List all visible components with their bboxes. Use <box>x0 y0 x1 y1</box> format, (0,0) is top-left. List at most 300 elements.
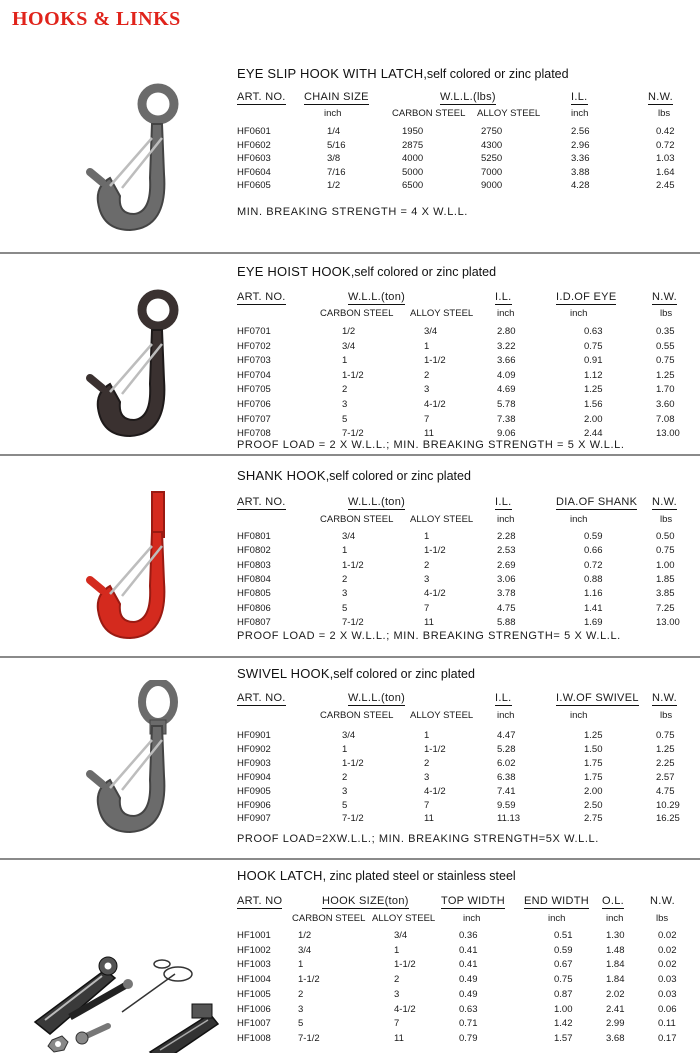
footnote-text: PROOF LOAD = 2 X W.L.L.; MIN. BREAKING STRENGTH= 5 X W.L.L. <box>237 630 621 642</box>
table-cell: HF0704 <box>237 369 271 381</box>
table-cell: 9.06 <box>497 428 516 440</box>
column-subheader: ALLOY STEEL <box>372 913 436 924</box>
table-cell: 0.75 <box>554 974 573 986</box>
table-cell: 3 <box>424 384 430 396</box>
table-cell: HF0707 <box>237 413 271 425</box>
table-row <box>0 772 700 786</box>
column-header: ART. NO. <box>237 91 286 103</box>
column-subheader: CARBON STEEL <box>320 710 394 721</box>
table-cell: 5250 <box>481 153 503 164</box>
column-header: N.W. <box>652 496 678 508</box>
table-cell: 4000 <box>402 153 424 164</box>
table-cell: 1.25 <box>656 743 675 755</box>
product-section <box>0 862 700 1053</box>
table-cell: 4-1/2 <box>394 1003 416 1015</box>
table-cell: HF1008 <box>237 1032 271 1044</box>
column-subheader: ALLOY STEEL <box>477 108 541 119</box>
table-cell: 2875 <box>402 139 424 151</box>
table-cell: 1-1/2 <box>424 355 446 367</box>
table-cell: 1 <box>342 743 348 755</box>
table-cell: 1.57 <box>554 1032 573 1044</box>
table-cell: 1-1/2 <box>394 959 416 971</box>
table-cell: 1.41 <box>584 602 603 614</box>
table-cell: HF0603 <box>237 153 271 164</box>
table-cell: 3.68 <box>606 1032 625 1044</box>
column-subheader: lbs <box>658 108 671 119</box>
table-cell: 6500 <box>402 180 424 191</box>
section-divider <box>0 252 700 254</box>
table-cell: 2.57 <box>656 771 675 783</box>
table-cell: 5.88 <box>497 616 516 628</box>
table-cell: 0.59 <box>554 944 573 956</box>
column-header: CHAIN SIZE <box>304 91 369 103</box>
table-cell: 1.30 <box>606 930 625 941</box>
column-header: O.L. <box>602 895 624 907</box>
table-cell: 1.16 <box>584 588 603 600</box>
table-cell: 9000 <box>481 180 503 191</box>
table-cell: 1.84 <box>606 974 625 986</box>
table-row <box>0 370 700 385</box>
product-section <box>0 458 700 658</box>
table-cell: 5000 <box>402 166 424 178</box>
column-header: I.L. <box>495 496 512 508</box>
table-cell: HF0904 <box>237 771 271 783</box>
table-row <box>0 603 700 617</box>
table-cell: 4.28 <box>571 180 590 191</box>
table-cell: 2.53 <box>497 545 516 557</box>
table-cell: HF0907 <box>237 813 271 825</box>
section-name: SHANK HOOK <box>237 468 326 483</box>
table-cell: 1.12 <box>584 369 603 381</box>
table-cell: 0.75 <box>584 340 603 352</box>
table-cell: 2.56 <box>571 126 590 137</box>
section-subtitle: ,self colored or zinc plated <box>423 67 569 81</box>
section-name: SWIVEL HOOK <box>237 666 330 681</box>
table-cell: HF0805 <box>237 588 271 600</box>
table-cell: 16.25 <box>656 813 680 825</box>
table-cell: 1-1/2 <box>342 757 364 769</box>
table-cell: 1/2 <box>327 180 341 191</box>
table-cell: 7.38 <box>497 413 516 425</box>
table-cell: 0.35 <box>656 326 675 337</box>
column-subheader: lbs <box>656 913 669 924</box>
table-cell: 3/8 <box>327 153 341 164</box>
table-cell: HF0906 <box>237 799 271 811</box>
column-header: N.W. <box>648 91 674 103</box>
table-cell: 3.36 <box>571 153 590 164</box>
table-row <box>0 1004 700 1019</box>
column-header: W.L.L.(ton) <box>348 496 406 508</box>
footnote-text: PROOF LOAD=2XW.L.L.; MIN. BREAKING STRENGTH=5X W.L.L. <box>237 833 599 845</box>
column-subheader: inch <box>548 913 566 924</box>
table-cell: 1950 <box>402 126 424 137</box>
table-cell: 3 <box>342 588 348 600</box>
footnote-text: PROOF LOAD = 2 X W.L.L.; MIN. BREAKING STRENGTH = 5 X W.L.L. <box>237 439 625 451</box>
table-cell: 3.22 <box>497 340 516 352</box>
table-cell: 1.56 <box>584 399 603 410</box>
table-row <box>0 167 700 181</box>
table-cell: 3 <box>342 399 348 410</box>
table-cell: 2.80 <box>497 326 516 337</box>
table-cell: 2.45 <box>656 180 675 191</box>
column-header: HOOK SIZE(ton) <box>322 895 409 907</box>
column-subheader: lbs <box>660 514 673 525</box>
table-cell: 2.00 <box>584 413 603 425</box>
table-cell: 1.25 <box>656 369 675 381</box>
table-cell: 0.02 <box>658 959 677 971</box>
column-subheader: CARBON STEEL <box>292 913 366 924</box>
table-cell: 7000 <box>481 166 503 178</box>
table-cell: 11 <box>424 813 434 825</box>
table-cell: 2.41 <box>606 1003 625 1015</box>
header-rule <box>237 121 683 122</box>
table-cell: 1.75 <box>584 757 603 769</box>
table-cell: 4-1/2 <box>424 399 446 410</box>
table-cell: HF0902 <box>237 743 271 755</box>
table-cell: HF0605 <box>237 180 271 191</box>
table-cell: 7-1/2 <box>342 428 364 440</box>
table-cell: 1 <box>424 340 430 352</box>
table-cell: 7-1/2 <box>298 1032 320 1044</box>
table-cell: 2 <box>424 369 430 381</box>
table-row <box>0 758 700 772</box>
table-cell: 5.28 <box>497 743 516 755</box>
table-cell: 0.72 <box>584 559 603 571</box>
table-row <box>0 560 700 574</box>
table-cell: HF0802 <box>237 545 271 557</box>
table-row <box>0 531 700 545</box>
table-cell: 4-1/2 <box>424 785 446 797</box>
table-cell: 7.41 <box>497 785 516 797</box>
column-header: ART. NO. <box>237 291 286 303</box>
column-header: I.D.OF EYE <box>556 291 617 303</box>
table-cell: 3.06 <box>497 573 516 585</box>
table-cell: 10.29 <box>656 799 680 811</box>
table-cell: HF0601 <box>237 126 271 137</box>
table-cell: 1-1/2 <box>342 559 364 571</box>
product-section <box>0 58 700 254</box>
footnote-text: MIN. BREAKING STRENGTH = 4 X W.L.L. <box>237 206 468 218</box>
table-cell: HF0701 <box>237 326 271 337</box>
table-row <box>0 341 700 356</box>
table-cell: 13.00 <box>656 428 680 440</box>
table-cell: 2.69 <box>497 559 516 571</box>
column-subheader: inch <box>571 108 589 119</box>
table-cell: 4.75 <box>656 785 675 797</box>
table-cell: HF1002 <box>237 944 271 956</box>
table-cell: 0.75 <box>656 545 675 557</box>
table-cell: 0.06 <box>658 1003 677 1015</box>
table-cell: 2 <box>342 771 348 783</box>
column-subheader: ALLOY STEEL <box>410 514 474 525</box>
table-cell: 5.78 <box>497 399 516 410</box>
table-cell: 3.66 <box>497 355 516 367</box>
table-cell: 0.17 <box>658 1032 677 1044</box>
table-cell: 0.91 <box>584 355 603 367</box>
column-header: N.W. <box>652 692 678 704</box>
table-cell: HF0806 <box>237 602 271 614</box>
column-header: ART. NO. <box>237 692 286 704</box>
table-cell: 0.63 <box>459 1003 478 1015</box>
column-subheader: lbs <box>660 308 673 319</box>
table-cell: 0.42 <box>656 126 675 137</box>
table-cell: 1-1/2 <box>424 743 446 755</box>
table-cell: 1 <box>424 730 430 741</box>
table-row <box>0 959 700 974</box>
column-header: END WIDTH <box>524 895 590 907</box>
table-cell: 1/4 <box>327 126 341 137</box>
table-cell: 7.08 <box>656 413 675 425</box>
table-row <box>0 140 700 154</box>
column-header: N.W. <box>650 895 676 907</box>
section-title <box>237 666 475 681</box>
table-cell: HF0901 <box>237 730 271 741</box>
table-cell: 1.75 <box>584 771 603 783</box>
table-cell: HF0708 <box>237 428 271 440</box>
section-title <box>237 868 516 883</box>
column-subheader: ALLOY STEEL <box>410 308 474 319</box>
table-cell: 11 <box>394 1032 404 1044</box>
table-row <box>0 786 700 800</box>
section-name: HOOK LATCH <box>237 868 323 883</box>
table-cell: 3/4 <box>394 930 408 941</box>
column-subheader: CARBON STEEL <box>392 108 466 119</box>
column-subheader: inch <box>497 710 515 721</box>
table-cell: 7.25 <box>656 602 675 614</box>
table-cell: 2.44 <box>584 428 603 440</box>
table-cell: 0.02 <box>658 930 677 941</box>
table-cell: 11.13 <box>497 813 521 825</box>
table-cell: 6.38 <box>497 771 516 783</box>
table-cell: HF0705 <box>237 384 271 396</box>
table-cell: 0.41 <box>459 959 478 971</box>
table-cell: 5 <box>342 413 348 425</box>
table-cell: 2.99 <box>606 1018 625 1030</box>
table-cell: HF1006 <box>237 1003 271 1015</box>
table-cell: HF0604 <box>237 166 271 178</box>
table-row <box>0 180 700 194</box>
table-cell: 1.00 <box>656 559 675 571</box>
table-row <box>0 126 700 140</box>
table-cell: 1.85 <box>656 573 675 585</box>
product-section <box>0 256 700 456</box>
column-subheader: CARBON STEEL <box>320 514 394 525</box>
table-cell: HF0807 <box>237 616 271 628</box>
table-cell: 3.85 <box>656 588 675 600</box>
table-cell: 2 <box>342 384 348 396</box>
table-cell: 4.09 <box>497 369 516 381</box>
table-cell: 2 <box>424 559 430 571</box>
column-header: W.L.L.(lbs) <box>440 91 496 103</box>
table-cell: 3 <box>298 1003 304 1015</box>
table-cell: 4300 <box>481 139 503 151</box>
table-cell: 5/16 <box>327 139 346 151</box>
table-cell: 5 <box>298 1018 304 1030</box>
table-row <box>0 945 700 960</box>
column-header: DIA.OF SHANK <box>556 496 638 508</box>
table-cell: 5 <box>342 602 348 614</box>
table-cell: 2.25 <box>656 757 675 769</box>
table-cell: HF1001 <box>237 930 271 941</box>
table-cell: 1-1/2 <box>342 369 364 381</box>
table-cell: 1 <box>394 944 400 956</box>
table-cell: 7-1/2 <box>342 616 364 628</box>
table-cell: 0.79 <box>459 1032 478 1044</box>
table-row <box>0 1033 700 1048</box>
table-cell: 2 <box>342 573 348 585</box>
table-cell: 3.60 <box>656 399 675 410</box>
table-cell: 4.69 <box>497 384 516 396</box>
column-subheader: inch <box>324 108 342 119</box>
table-cell: 1.03 <box>656 153 675 164</box>
table-cell: 1 <box>342 355 348 367</box>
section-subtitle: , zinc plated steel or stainless steel <box>322 869 516 883</box>
table-cell: 3.88 <box>571 166 590 178</box>
table-cell: 1 <box>424 531 430 542</box>
table-cell: 11 <box>424 428 434 440</box>
table-cell: 7 <box>424 799 430 811</box>
table-cell: 0.55 <box>656 340 675 352</box>
table-cell: 2.28 <box>497 531 516 542</box>
table-cell: 1 <box>298 959 304 971</box>
table-row <box>0 730 700 744</box>
table-cell: HF0702 <box>237 340 271 352</box>
table-cell: 1.70 <box>656 384 675 396</box>
table-cell: HF1004 <box>237 974 271 986</box>
column-header: N.W. <box>652 291 678 303</box>
page-title: HOOKS & LINKS <box>12 8 181 30</box>
table-cell: 0.41 <box>459 944 478 956</box>
product-section <box>0 660 700 860</box>
column-header: ART. NO <box>237 895 283 907</box>
section-name: EYE HOIST HOOK <box>237 264 351 279</box>
section-title <box>237 66 569 81</box>
table-cell: 1/2 <box>342 326 356 337</box>
table-cell: 0.59 <box>584 531 603 542</box>
table-cell: HF0804 <box>237 573 271 585</box>
table-cell: HF1007 <box>237 1018 271 1030</box>
table-cell: 1.69 <box>584 616 603 628</box>
table-cell: 3.78 <box>497 588 516 600</box>
table-row <box>0 1018 700 1033</box>
column-subheader: inch <box>497 514 515 525</box>
table-cell: 7-1/2 <box>342 813 364 825</box>
table-cell: 0.63 <box>584 326 603 337</box>
table-row <box>0 800 700 814</box>
section-name: EYE SLIP HOOK WITH LATCH <box>237 66 424 81</box>
table-cell: 7 <box>394 1018 400 1030</box>
table-cell: 7 <box>424 602 430 614</box>
table-cell: 2750 <box>481 126 503 137</box>
table-cell: 1.25 <box>584 384 603 396</box>
table-cell: 1.42 <box>554 1018 573 1030</box>
table-cell: 1-1/2 <box>424 545 446 557</box>
table-cell: 5 <box>342 799 348 811</box>
table-cell: HF0706 <box>237 399 271 410</box>
table-cell: 1.00 <box>554 1003 573 1015</box>
table-cell: 2 <box>424 757 430 769</box>
column-header: I.W.OF SWIVEL <box>556 692 639 704</box>
table-cell: 2.75 <box>584 813 603 825</box>
table-cell: 3/4 <box>342 340 356 352</box>
table-cell: 0.87 <box>554 988 573 1000</box>
section-divider <box>0 454 700 456</box>
column-subheader: lbs <box>660 710 673 721</box>
table-cell: 0.75 <box>656 355 675 367</box>
table-cell: 1.48 <box>606 944 625 956</box>
table-cell: 2 <box>298 988 304 1000</box>
table-cell: 1-1/2 <box>298 974 320 986</box>
table-cell: 3/4 <box>298 944 312 956</box>
table-row <box>0 813 700 827</box>
table-cell: 13.00 <box>656 616 680 628</box>
header-rule <box>237 321 683 322</box>
table-cell: 0.49 <box>459 988 478 1000</box>
table-cell: 1.25 <box>584 730 603 741</box>
table-row <box>0 545 700 559</box>
column-subheader: inch <box>570 514 588 525</box>
column-subheader: inch <box>606 913 624 924</box>
table-cell: 1.84 <box>606 959 625 971</box>
table-row <box>0 744 700 758</box>
column-subheader: inch <box>497 308 515 319</box>
table-cell: 0.88 <box>584 573 603 585</box>
table-cell: 2.96 <box>571 139 590 151</box>
table-cell: 11 <box>424 616 434 628</box>
table-cell: HF0905 <box>237 785 271 797</box>
table-row <box>0 974 700 989</box>
section-title <box>237 264 496 279</box>
section-subtitle: ,self colored or zinc plated <box>350 265 497 279</box>
table-cell: 7/16 <box>327 166 346 178</box>
table-cell: 3/4 <box>342 531 356 542</box>
column-subheader: inch <box>570 710 588 721</box>
table-cell: 0.03 <box>658 974 677 986</box>
table-cell: HF0801 <box>237 531 271 542</box>
column-header: ART. NO. <box>237 496 286 508</box>
table-cell: 3 <box>342 785 348 797</box>
section-title <box>237 468 471 483</box>
table-cell: 2.50 <box>584 799 603 811</box>
section-subtitle: ,self colored or zinc plated <box>325 469 471 483</box>
column-header: TOP WIDTH <box>441 895 506 907</box>
table-cell: 7 <box>424 413 430 425</box>
table-cell: 3 <box>424 573 430 585</box>
table-cell: 9.59 <box>497 799 516 811</box>
table-cell: 0.66 <box>584 545 603 557</box>
table-row <box>0 617 700 631</box>
column-subheader: CARBON STEEL <box>320 308 394 319</box>
table-cell: 0.67 <box>554 959 573 971</box>
column-subheader: inch <box>570 308 588 319</box>
table-cell: 0.51 <box>554 930 573 941</box>
table-cell: HF0903 <box>237 757 271 769</box>
table-cell: HF0803 <box>237 559 271 571</box>
table-cell: 0.50 <box>656 531 675 542</box>
column-header: I.L. <box>495 291 512 303</box>
table-cell: 2 <box>394 974 400 986</box>
table-row <box>0 414 700 429</box>
table-cell: 3 <box>424 771 430 783</box>
table-cell: 2.00 <box>584 785 603 797</box>
table-cell: 6.02 <box>497 757 516 769</box>
table-cell: 3 <box>394 988 400 1000</box>
table-cell: 0.49 <box>459 974 478 986</box>
header-rule <box>237 527 683 528</box>
table-cell: 1.50 <box>584 743 603 755</box>
table-cell: 4.47 <box>497 730 516 741</box>
table-cell: 1 <box>342 545 348 557</box>
